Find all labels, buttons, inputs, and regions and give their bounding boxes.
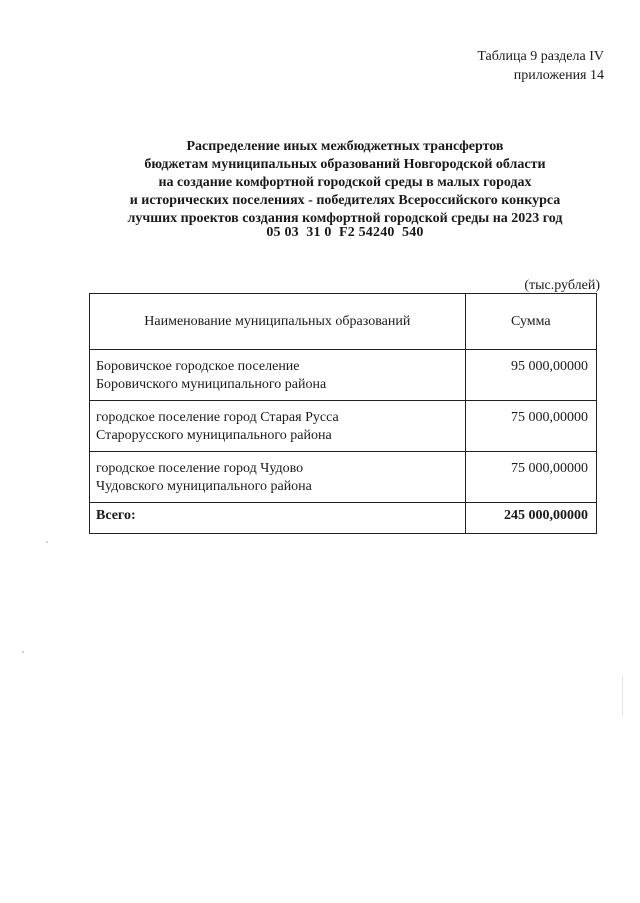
table-reference-line2: приложения 14 [513,68,604,83]
budget-classification-code: 05 03 31 0 F2 54240 540 [266,225,424,240]
units-label: (тыс.рублей) [524,278,600,293]
row-name-line2: Боровичского муниципального района [96,377,327,392]
table-reference-line1: Таблица 9 раздела IV [477,49,604,64]
table-row [90,401,597,452]
row-municipality-name [90,350,466,401]
scan-edge-mark [622,676,623,716]
row-municipality-name [90,452,466,503]
table-reference [477,47,604,85]
row-sum: 75 000,00000 [465,452,596,503]
total-sum: 245 000,00000 [465,503,596,534]
row-name-line2: Старорусского муниципального района [96,428,332,443]
row-municipality-name [90,401,466,452]
table-row [90,350,597,401]
table-row [90,452,597,503]
row-sum: 75 000,00000 [465,401,596,452]
row-name-line1: городское поселение город Чудово [96,461,304,476]
title-line-4: и исторических поселениях - победителях Всероссийского конкурса [129,193,561,208]
title-line-3: на создание комфортной городской среды в малых городах [158,175,532,190]
document-title [80,138,610,228]
distribution-table [89,293,597,534]
total-row [90,503,597,534]
row-name-line1: городское поселение город Старая Русса [96,410,339,425]
table-header-row [90,294,597,350]
total-label: Всего: [90,503,466,534]
title-line-5: лучших проектов создания комфортной городской среды на 2023 год [127,211,563,226]
title-line-2: бюджетам муниципальных образований Новгородской области [144,157,546,172]
scan-speck [46,541,48,543]
title-line-1: Распределение иных межбюджетных трансфертов [186,139,504,154]
scan-speck [22,651,24,653]
header-municipality-name: Наименование муниципальных образований [90,294,466,350]
row-name-line2: Чудовского муниципального района [96,479,312,494]
row-name-line1: Боровичское городское поселение [96,359,300,374]
header-sum: Сумма [465,294,596,350]
row-sum: 95 000,00000 [465,350,596,401]
